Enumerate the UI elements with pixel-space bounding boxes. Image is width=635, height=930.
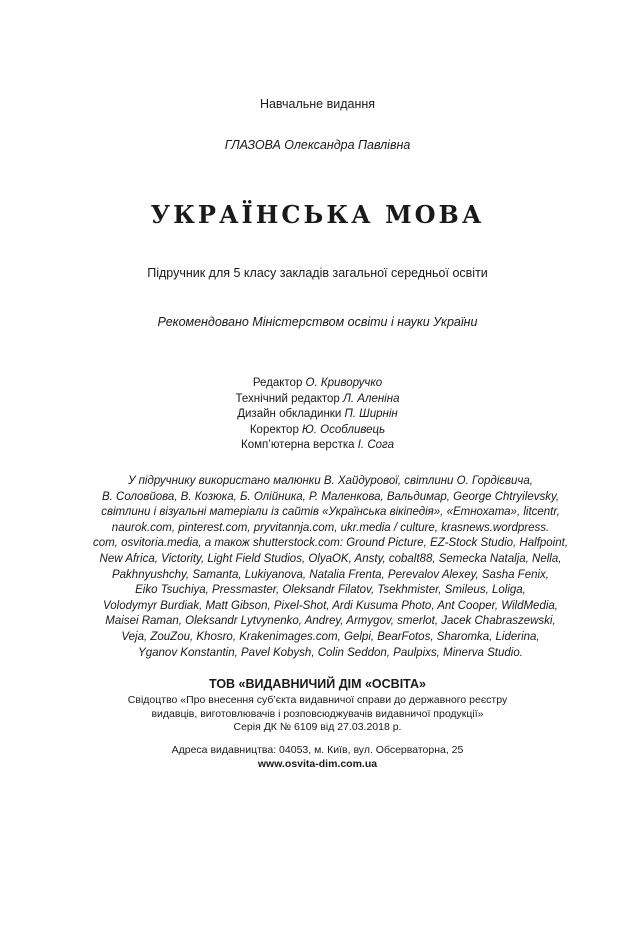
credit-line: Veja, ZouZou, Khosro, Krakenimages.com, Gelpi, BearFotos, Sharomka, Liderina,	[121, 630, 540, 643]
credit-line: com, osvitoria.media, а також shutterstock.com: Ground Picture, EZ-Stock Studio, Halfpoint,	[92, 537, 569, 550]
certificate-line: видавців, виготовлювачів і розповсюджувачів видавничої продукції»	[151, 707, 484, 720]
credit-line: New Africa, Victority, Light Field Studios, OlyaOK, Ansty, cobalt88, Semecka Natalja, Nella,	[99, 552, 562, 565]
staff-role: Дизайн обкладинки	[237, 408, 345, 420]
certificate-line: Свідоцтво «Про внесення суб’єкта видавничої справи до державного реєстру	[127, 694, 508, 706]
publisher-name: ТОВ «ВИДАВНИЧИЙ ДІМ «ОСВІТА»	[209, 677, 426, 691]
author-name: ГЛАЗОВА Олександра Павлівна	[224, 138, 411, 152]
credit-line: світлини і візуальні матеріали із сайтів «Українська вікіпедія», «Етнохата», litcentr,	[101, 506, 560, 519]
publisher-certificate	[0, 694, 635, 735]
staff-role: Технічний редактор	[235, 392, 344, 405]
credit-line: У підручнику використано малюнки В. Хайдурової, світлини О. Гордієвича,	[128, 475, 533, 487]
publisher-address: Адреса видавництва: 04053, м. Київ, вул. Обсерваторна, 25	[171, 744, 464, 756]
staff-technical-editor	[0, 392, 635, 408]
editorial-staff	[0, 376, 635, 454]
staff-person: О. Криворучко	[305, 377, 383, 389]
credit-line: Volodymyr Burdiak, Matt Gibson, Pixel-Shot, Ardi Kusuma Photo, Ant Cooper, WildMedia,	[103, 599, 558, 612]
staff-layout	[0, 438, 635, 454]
staff-person: І. Сога	[357, 439, 394, 451]
staff-person: Ю. Особливець	[302, 423, 386, 436]
credit-line: Yganov Konstantin, Pavel Kobysh, Colin Seddon, Paulpixs, Minerva Studio.	[138, 646, 523, 659]
staff-editor	[0, 376, 635, 392]
image-credits	[78, 474, 583, 661]
book-subtitle: Підручник для 5 класу закладів загальної середньої освіти	[147, 266, 488, 280]
credit-line: naurok.com, pinterest.com, pryvitannja.com, ukr.media / culture, krasnews.wordpress.	[111, 521, 550, 534]
series-label: Навчальне видання	[259, 97, 376, 111]
book-title: УКРАЇНСЬКА МОВА	[150, 200, 485, 229]
staff-person: П. Ширнін	[344, 408, 398, 420]
staff-proofreader	[0, 423, 635, 439]
credit-line: В. Соловйова, В. Козюка, Б. Олійника, Р. Маленкова, Вальдимар, George Chtryilevsky,	[101, 490, 560, 503]
staff-cover-designer	[0, 407, 635, 423]
credit-line: Pakhnyushchy, Samanta, Lukiyanova, Natalia Frenta, Perevalov Alexey, Sasha Fenix,	[111, 568, 550, 581]
staff-role: Комп’ютерна верстка	[241, 439, 358, 451]
ministry-recommendation: Рекомендовано Міністерством освіти і науки України	[157, 315, 478, 329]
publisher-website: www.osvita-dim.com.ua	[257, 758, 378, 770]
staff-role: Коректор	[249, 423, 303, 436]
staff-person: Л. Аленіна	[343, 392, 400, 405]
credit-line: Maisei Raman, Oleksandr Lytvynenko, Andrey, Armygov, smerlot, Jacek Chabraszewski,	[105, 615, 556, 628]
credit-line: Eiko Tsuchiya, Pressmaster, Oleksandr Filatov, Tsekhmister, Smileus, Loliga,	[135, 584, 526, 597]
certificate-line: Серія ДК № 6109 від 27.03.2018 р.	[233, 721, 402, 733]
staff-role: Редактор	[252, 377, 306, 389]
